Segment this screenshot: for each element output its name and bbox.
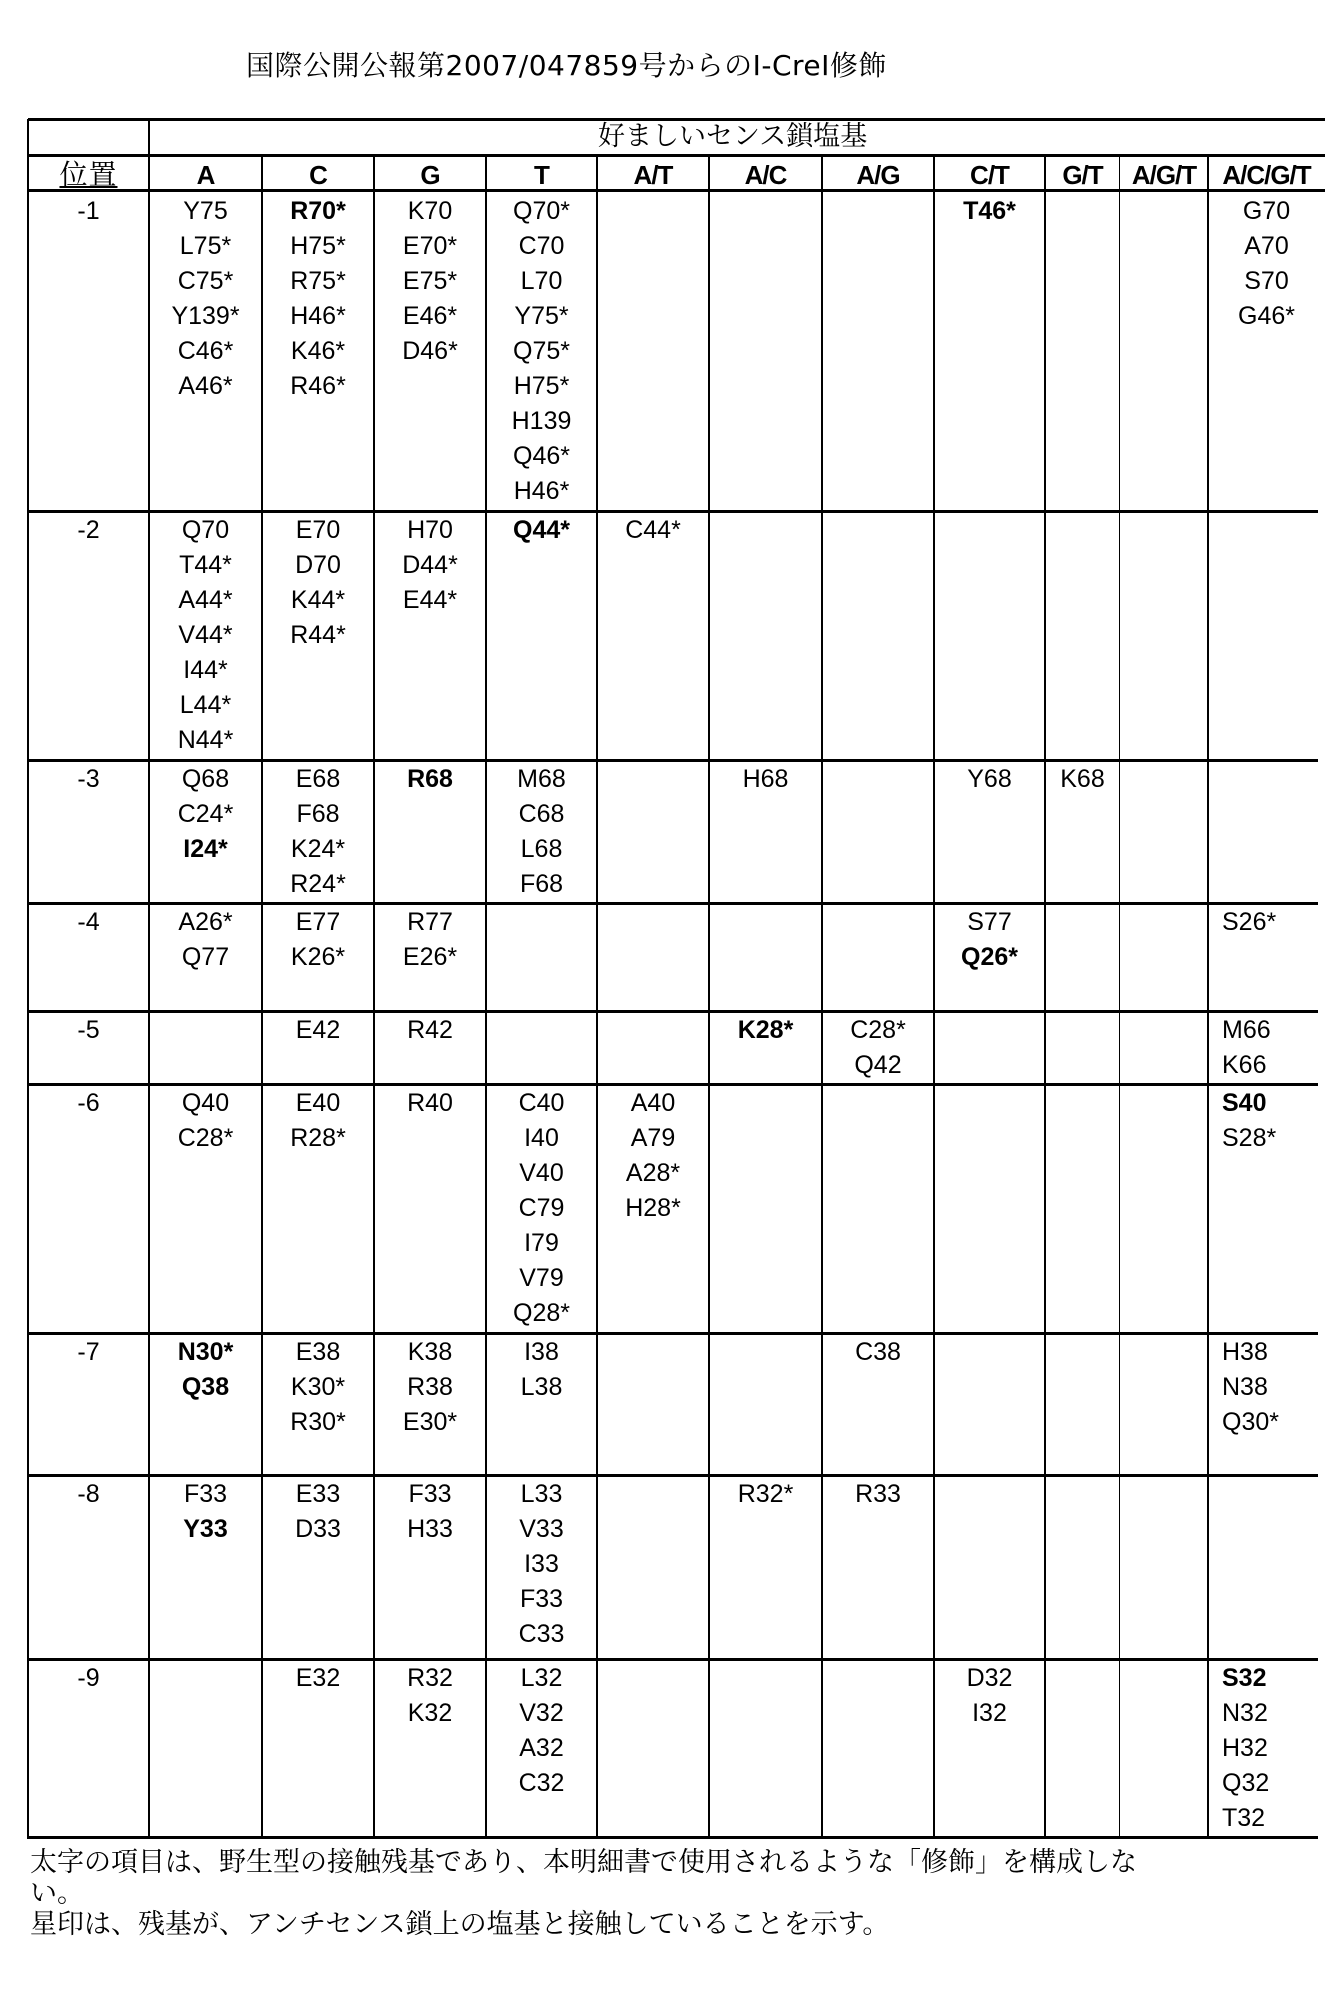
residue: Q32: [1222, 1769, 1270, 1797]
residue: R40: [407, 1089, 453, 1117]
residue: L33: [520, 1480, 563, 1508]
residue: D33: [295, 1515, 341, 1543]
table-rule: [28, 1836, 1318, 1839]
residue: R75*: [290, 267, 346, 295]
column-header: G: [420, 160, 440, 190]
wildtype-residue: Q38: [181, 1373, 230, 1401]
residue: E44*: [402, 586, 458, 614]
residue: R32: [407, 1664, 453, 1692]
residue: M68: [517, 765, 566, 793]
residue: Q70: [181, 516, 230, 544]
residue: Q30*: [1222, 1408, 1279, 1436]
residue: C46*: [177, 337, 234, 365]
residue: K68: [1060, 765, 1105, 793]
residue: R28*: [290, 1124, 346, 1152]
residue: R32*: [737, 1480, 794, 1508]
residue: C79: [518, 1194, 565, 1222]
residue: E26*: [402, 943, 458, 971]
position-label: -3: [77, 765, 100, 793]
position-header: 位置: [59, 158, 118, 191]
table-cell: [262, 762, 374, 902]
table-cell: [149, 1086, 262, 1156]
residue: Y75: [183, 197, 228, 225]
table-cell: [1208, 905, 1325, 940]
residue: C44*: [625, 516, 681, 544]
residue: R44*: [290, 621, 346, 649]
residue: F68: [296, 800, 340, 828]
residue: S26*: [1222, 908, 1277, 936]
residue: I44*: [183, 656, 228, 684]
residue: A79: [630, 1124, 676, 1152]
position-label: -5: [77, 1016, 100, 1044]
table-cell: [149, 513, 262, 758]
residue: S77: [967, 908, 1012, 936]
table-cell: [934, 1661, 1045, 1731]
residue: R24*: [290, 870, 346, 898]
wildtype-residue: Q44*: [513, 516, 570, 544]
residue: K70: [407, 197, 453, 225]
residue: H70: [407, 516, 453, 544]
residue: M66: [1222, 1016, 1271, 1044]
residue: C32: [518, 1769, 565, 1797]
column-rule: [1044, 155, 1046, 1839]
residue: D44*: [402, 551, 458, 579]
table-cell: [374, 905, 486, 975]
table-cell: [374, 1661, 486, 1731]
residue: E68: [295, 765, 341, 793]
table-cell: [262, 1661, 374, 1696]
residue: Q70*: [513, 197, 570, 225]
table-cell: [486, 194, 597, 509]
table-cell: [374, 1013, 486, 1048]
column-rule: [1207, 155, 1209, 1839]
column-header: A/G/T: [1131, 160, 1197, 190]
table-cell: [822, 1335, 934, 1370]
wildtype-residue: I24*: [183, 835, 228, 863]
column-header: A/G: [856, 160, 900, 190]
table-cell: [262, 513, 374, 653]
column-rule: [27, 119, 29, 1839]
residue: T32: [1222, 1804, 1266, 1832]
column-rule: [708, 155, 710, 1839]
residue: Q68: [181, 765, 230, 793]
residue: Y139*: [171, 302, 240, 330]
residue: H38: [1222, 1338, 1268, 1366]
column-header: C: [309, 160, 327, 190]
residue: C40: [518, 1089, 565, 1117]
position-label: -8: [77, 1480, 100, 1508]
table-cell: [934, 194, 1045, 229]
wildtype-residue: K28*: [737, 1016, 794, 1044]
wildtype-residue: R70*: [290, 197, 346, 225]
residue: H46*: [513, 477, 570, 505]
residue: K46*: [290, 337, 346, 365]
residue: G46*: [1238, 302, 1295, 330]
wildtype-residue: Q26*: [961, 943, 1018, 971]
residue: H46*: [290, 302, 346, 330]
residue: E70*: [402, 232, 458, 260]
table-cell: [374, 762, 486, 797]
residue: A46*: [178, 372, 233, 400]
table-cell: [934, 905, 1045, 975]
residue: C24*: [177, 800, 234, 828]
residue: L68: [520, 835, 563, 863]
position-label: -7: [77, 1338, 100, 1366]
residue: K30*: [290, 1373, 346, 1401]
column-header: A/C: [744, 160, 787, 190]
table-cell: [149, 905, 262, 975]
residue: E30*: [402, 1408, 458, 1436]
table-cell: [1045, 762, 1120, 797]
residue: D70: [295, 551, 341, 579]
wildtype-residue: R68: [407, 765, 453, 793]
table-cell: [709, 1477, 822, 1512]
table-rule: [28, 1010, 1318, 1013]
residue: G70: [1242, 197, 1291, 225]
table-cell: [597, 513, 709, 548]
table-cell: [374, 194, 486, 369]
residue: H68: [742, 765, 789, 793]
residue: F68: [519, 870, 564, 898]
table-cell: [149, 1335, 262, 1405]
residue: E33: [295, 1480, 341, 1508]
residue: Q40: [181, 1089, 230, 1117]
footnote-bold-meaning: 太字の項目は、野生型の接触残基であり、本明細書で使用されるような「修飾」を構成しない。: [30, 1847, 1137, 1909]
residue: D32: [966, 1664, 1013, 1692]
position-label: -2: [77, 516, 100, 544]
column-header: C/T: [970, 160, 1009, 190]
table-cell: [709, 1013, 822, 1048]
wildtype-residue: S32: [1222, 1664, 1267, 1692]
footnotes: [30, 1847, 1330, 1940]
column-rule: [1119, 155, 1120, 1839]
residue: I33: [524, 1550, 559, 1578]
residue: C28*: [850, 1016, 906, 1044]
residue: E77: [295, 908, 341, 936]
residue: V40: [519, 1159, 564, 1187]
residue: R77: [407, 908, 453, 936]
residue: C33: [518, 1620, 565, 1648]
residue: R33: [855, 1480, 901, 1508]
residue: A70: [1244, 232, 1289, 260]
residue: A28*: [625, 1159, 681, 1187]
column-header: T: [534, 160, 549, 190]
table-cell: [262, 1086, 374, 1156]
residue: S28*: [1222, 1124, 1277, 1152]
residue: L70: [520, 267, 563, 295]
residue: F33: [519, 1585, 564, 1613]
residue: I38: [524, 1338, 559, 1366]
residue: E75*: [402, 267, 458, 295]
column-rule: [821, 155, 823, 1839]
table-cell: [262, 1335, 374, 1440]
table-cell: [486, 1477, 597, 1652]
residue: L32: [520, 1664, 563, 1692]
table-cell: [1208, 1086, 1325, 1156]
wildtype-residue: N30*: [177, 1338, 234, 1366]
residue: Q28*: [513, 1299, 570, 1327]
table-cell: [262, 194, 374, 404]
residue: H139: [511, 407, 572, 435]
residue: V32: [519, 1699, 564, 1727]
table-cell: [934, 762, 1045, 797]
table-cell: [486, 1086, 597, 1331]
residue: H32: [1222, 1734, 1268, 1762]
table-cell: [374, 1335, 486, 1440]
residue: A32: [519, 1734, 564, 1762]
residue: C38: [855, 1338, 901, 1366]
residue: R30*: [290, 1408, 346, 1436]
residue: S70: [1244, 267, 1289, 295]
table-cell: [262, 1477, 374, 1547]
position-label: -1: [77, 197, 100, 225]
table-rule: [28, 1658, 1318, 1661]
wildtype-residue: S40: [1222, 1089, 1267, 1117]
residue: V79: [519, 1264, 564, 1292]
table-cell: [149, 194, 262, 404]
residue: E70: [295, 516, 341, 544]
residue: V44*: [178, 621, 233, 649]
residue: E42: [295, 1016, 341, 1044]
residue: E46*: [402, 302, 458, 330]
residue: F33: [408, 1480, 452, 1508]
table-cell: [486, 1661, 597, 1801]
column-header: A/T: [633, 160, 673, 190]
residue: K24*: [290, 835, 346, 863]
residue: R46*: [290, 372, 346, 400]
residue: R38: [407, 1373, 453, 1401]
residue: Q75*: [513, 337, 570, 365]
table-cell: [1208, 194, 1325, 334]
residue: I40: [524, 1124, 559, 1152]
residue: H75*: [513, 372, 570, 400]
position-label: -6: [77, 1089, 100, 1117]
table-cell: [374, 1086, 486, 1121]
column-header: A: [196, 160, 215, 190]
table-cell: [374, 1477, 486, 1547]
table-cell: [1208, 1335, 1325, 1440]
residue: K26*: [290, 943, 346, 971]
residue: E38: [295, 1338, 341, 1366]
table-cell: [822, 1477, 934, 1512]
table-rule: [28, 118, 1325, 121]
residue: Q46*: [513, 442, 570, 470]
column-header: G/T: [1062, 160, 1103, 190]
residue: I32: [972, 1699, 1007, 1727]
residue: E32: [295, 1664, 341, 1692]
residue: A26*: [178, 908, 233, 936]
table-cell: [149, 762, 262, 867]
table-cell: [1208, 1661, 1325, 1836]
residue: N38: [1222, 1373, 1268, 1401]
table-cell: [149, 1477, 262, 1547]
table-cell: [486, 1335, 597, 1405]
column-rule: [933, 155, 935, 1839]
residue: H75*: [290, 232, 346, 260]
residue: Y68: [967, 765, 1012, 793]
residue: I79: [524, 1229, 559, 1257]
table-cell: [486, 762, 597, 902]
residue: C70: [518, 232, 565, 260]
table-cell: [486, 513, 597, 548]
position-label: -9: [77, 1664, 100, 1692]
footnote-asterisk-meaning: 星印は、残基が、アンチセンス鎖上の塩基と接触していることを示す。: [30, 1909, 890, 1940]
residue: L44*: [179, 691, 232, 719]
table-cell: [374, 513, 486, 618]
residue: T44*: [179, 551, 232, 579]
residue: N44*: [177, 726, 234, 754]
residue: R42: [407, 1016, 453, 1044]
residue: A40: [630, 1089, 676, 1117]
residue: E40: [295, 1089, 341, 1117]
residue: N32: [1222, 1699, 1268, 1727]
residue: Y75*: [514, 302, 569, 330]
table-cell: [597, 1086, 709, 1226]
residue: C75*: [177, 267, 234, 295]
column-header: A/C/G/T: [1222, 160, 1311, 190]
wildtype-residue: Y33: [183, 1515, 228, 1543]
table-cell: [262, 905, 374, 975]
residue: Q77: [181, 943, 230, 971]
residue: D46*: [402, 337, 458, 365]
residue: V33: [519, 1515, 564, 1543]
residue: A44*: [178, 586, 233, 614]
table-cell: [822, 1013, 934, 1083]
residue: K32: [407, 1699, 453, 1727]
table-cell: [709, 762, 822, 797]
residue: L38: [520, 1373, 563, 1401]
residue: K66: [1222, 1051, 1267, 1079]
residue: K38: [407, 1338, 453, 1366]
page-title: 国際公開公報第2007/047859号からのI-CreI修飾: [246, 49, 887, 82]
residue: C68: [518, 800, 565, 828]
position-label: -4: [77, 908, 100, 936]
residue: C28*: [177, 1124, 234, 1152]
table-cell: [262, 1013, 374, 1048]
residue: L75*: [179, 232, 232, 260]
column-rule: [373, 155, 375, 1839]
residue: K44*: [290, 586, 346, 614]
residue: F33: [183, 1480, 228, 1508]
group-header: 好ましいセンス鎖塩基: [598, 121, 868, 152]
residue: H28*: [625, 1194, 681, 1222]
residue: Q42: [854, 1051, 902, 1079]
residue: H33: [407, 1515, 453, 1543]
wildtype-residue: T46*: [963, 197, 1016, 225]
table-cell: [1208, 1013, 1325, 1083]
column-rule: [261, 155, 263, 1839]
